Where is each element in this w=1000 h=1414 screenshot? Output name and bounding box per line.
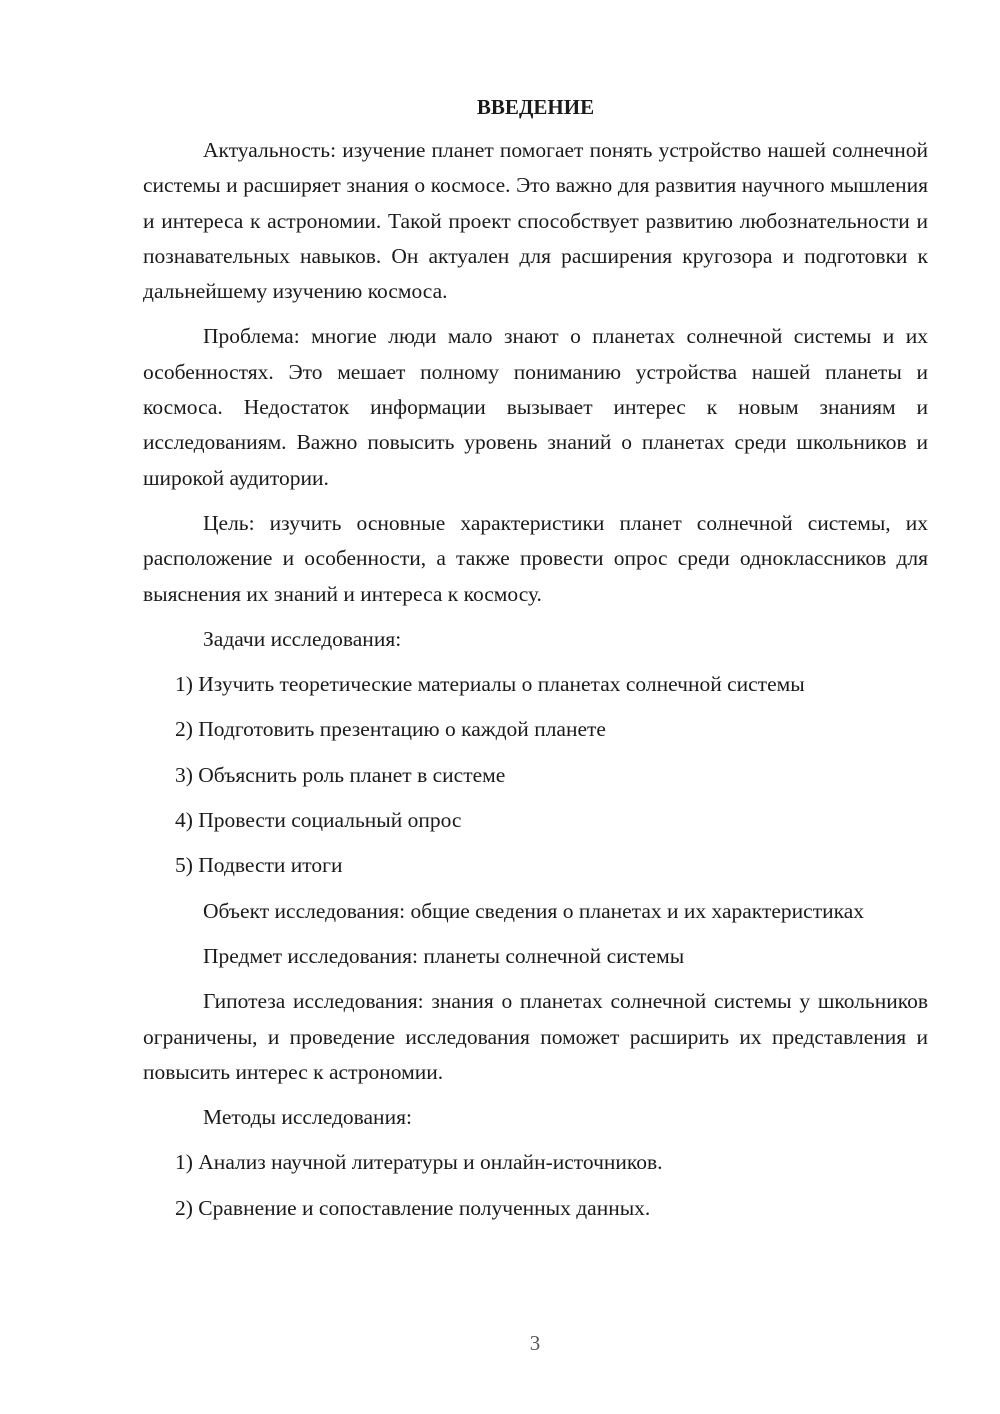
methods-heading: Методы исследования:: [203, 1105, 412, 1130]
page-title: ВВЕДЕНИЕ: [476, 95, 595, 119]
list-item: 1) Изучить теоретические материалы о планетах солнечной системы: [175, 672, 805, 697]
tasks-list: [143, 667, 928, 883]
tasks-heading: Задачи исследования:: [203, 626, 402, 651]
methods-list: [143, 1145, 928, 1226]
goal-paragraph: Цель: изучить основные характеристики планет солнечной системы, их расположение и особенности, а также провести опрос среди одноклассников для выяснения их знаний и интереса к космосу.: [143, 510, 928, 606]
list-item: 2) Сравнение и сопоставление полученных данных.: [175, 1195, 651, 1220]
page-number: 3: [529, 1331, 541, 1355]
subject-paragraph: Предмет исследования: планеты солнечной системы: [203, 943, 685, 968]
problem-paragraph: Проблема: многие люди мало знают о планетах солнечной системы и их особенностях. Это мешает полному пониманию устройства нашей планеты и космоса. Недостаток информации вызывает интерес к новым знаниям и исследованиям. Важно повысить уровень знаний о планетах среди школьников и широкой аудитории.: [143, 324, 928, 490]
list-item: 1) Анализ научной литературы и онлайн-источников.: [175, 1150, 663, 1175]
list-item: 2) Подготовить презентацию о каждой планете: [175, 717, 606, 742]
object-paragraph: Объект исследования: общие сведения о планетах и их характеристиках: [203, 898, 865, 923]
list-item: 5) Подвести итоги: [175, 853, 343, 878]
hypothesis-paragraph: Гипотеза исследования: знания о планетах солнечной системы у школьников ограничены, и проведение исследования поможет расширить их представления и повысить интерес к астрономии.: [143, 989, 928, 1084]
list-item: 3) Объяснить роль планет в системе: [175, 762, 506, 787]
list-item: 4) Провести социальный опрос: [175, 808, 462, 833]
document-page: [143, 90, 928, 1226]
relevance-paragraph: Актуальность: изучение планет помогает понять устройство нашей солнечной системы и расширяет знания о космосе. Это важно для развития научного мышления и интереса к астрономии. Такой проект способствует развитию любознательности и познавательных навыков. Он актуален для расширения кругозора и подготовки к дальнейшему изучению космоса.: [143, 138, 928, 304]
